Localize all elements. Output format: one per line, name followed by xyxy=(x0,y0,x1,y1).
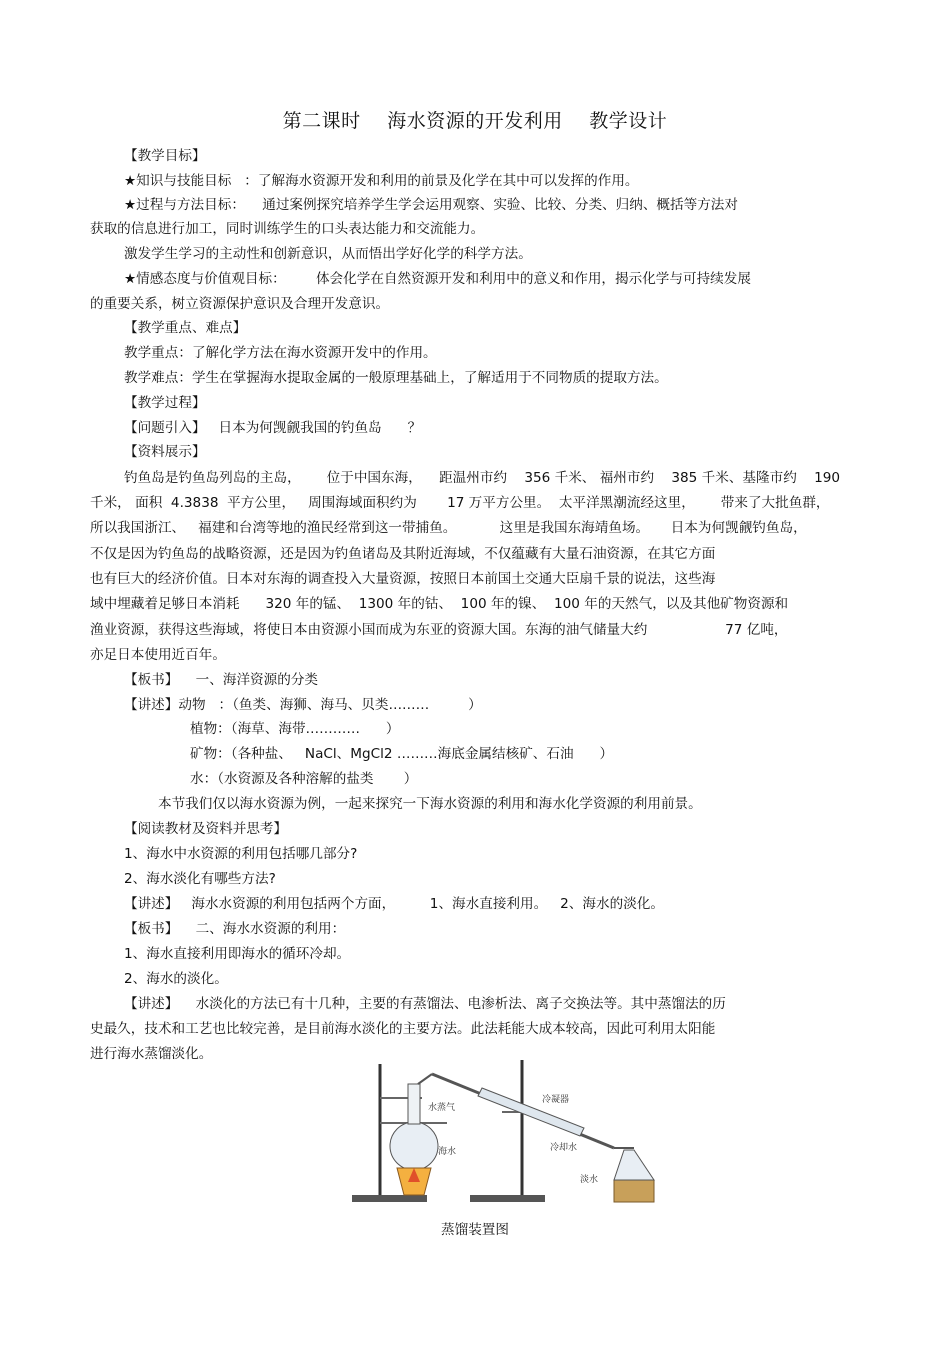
text-line: 【讲述】动物 ：（鱼类、海狮、海马、贝类……… ） xyxy=(124,697,482,713)
text-line: 1、海水直接利用即海水的循环冷却。 xyxy=(124,946,351,962)
text-line: 【板书】 二、海水水资源的利用： xyxy=(124,921,346,937)
text-line: ★过程与方法目标： 通过案例探究培养学生学会运用观察、实验、比较、分类、归纳、概括等方法对 xyxy=(124,197,738,213)
text-line: ★情感态度与价值观目标： 体会化学在自然资源开发和利用中的意义和作用，揭示化学与可持续发展 xyxy=(124,271,751,287)
text-line: ★知识与技能目标 ：了解海水资源开发和利用的前景及化学在其中可以发挥的作用。 xyxy=(124,173,639,189)
label-seawater: 海水 xyxy=(438,1147,457,1157)
text-line: 1、海水中水资源的利用包括哪几部分? xyxy=(124,846,358,862)
text-line: 渔业资源，获得这些海域，将使日本由资源小国而成为东亚的资源大国。东海的油气储量大约 77 亿吨， xyxy=(90,622,788,638)
page-title xyxy=(0,106,950,133)
text-line: 教学重点：了解化学方法在海水资源开发中的作用。 xyxy=(124,345,437,361)
text-line: 钓鱼岛是钓鱼岛列岛的主岛， 位于中国东海， 距温州市约 356 千米、 福州市约 385 千米、基隆市约 190 xyxy=(124,470,841,486)
text-line: 亦足日本使用近百年。 xyxy=(90,647,226,663)
text-line: 【板书】 一、海洋资源的分类 xyxy=(124,672,319,688)
heading-process: 【教学过程】 xyxy=(124,395,206,411)
heading-objectives: 【教学目标】 xyxy=(124,148,206,164)
label-vapor: 水蒸气 xyxy=(428,1103,456,1113)
title-topic: 海水资源的开发利用 xyxy=(387,110,563,132)
text-line: 植物：（海草、海带………… ） xyxy=(190,721,400,737)
label-fresh-water: 淡水 xyxy=(580,1175,599,1185)
title-lesson: 第二课时 xyxy=(282,110,361,132)
text-line: 千米， 面积 4.3838 平方公里， 周围海域面积约为 17 万平方公里。 太平洋黑潮流经这里， 带来了大批鱼群， xyxy=(90,495,830,511)
heading-materials: 【资料展示】 xyxy=(124,444,206,460)
text-line: 教学难点：学生在掌握海水提取金属的一般原理基础上，了解适用于不同物质的提取方法。 xyxy=(124,370,668,386)
text-line: 进行海水蒸馏淡化。 xyxy=(90,1046,213,1062)
heading-reading: 【阅读教材及资料并思考】 xyxy=(124,821,288,837)
text-line: 激发学生学习的主动性和创新意识，从而悟出学好化学的科学方法。 xyxy=(124,246,532,262)
title-type: 教学设计 xyxy=(589,110,668,132)
text-line: 【讲述】 海水水资源的利用包括两个方面， 1、海水直接利用。 2、海水的淡化。 xyxy=(124,896,664,912)
label-condenser: 冷凝器 xyxy=(542,1095,570,1105)
text-line: 也有巨大的经济价值。日本对东海的调查投入大量资源，按照日本前国土交通大臣扇千景的说法，这些海 xyxy=(90,571,716,587)
text-line: 的重要关系，树立资源保护意识及合理开发意识。 xyxy=(90,296,390,312)
text-line: 矿物：（各种盐、 NaCl、MgCl2 ………海底金属结核矿、石油 ） xyxy=(190,746,614,762)
text-line: 水：（水资源及各种溶解的盐类 ） xyxy=(190,771,418,787)
label-cooling-water: 冷却水 xyxy=(550,1143,578,1153)
text-line: 史最久，技术和工艺也比较完善，是目前海水淡化的主要方法。此法耗能大成本较高，因此可利用太阳能 xyxy=(90,1021,716,1037)
text-line: 2、海水的淡化。 xyxy=(124,971,228,987)
text-line: 所以我国浙江、 福建和台湾等地的渔民经常到这一带捕鱼。 这里是我国东海靖鱼场。 日本为何觊觎钓鱼岛， xyxy=(90,520,807,536)
text-line: 【问题引入】 日本为何觊觎我国的钓鱼岛 ？ xyxy=(124,420,422,436)
text-line: 【讲述】 水淡化的方法已有十几种，主要的有蒸馏法、电渗析法、离子交换法等。其中蒸馏法的历 xyxy=(124,996,726,1012)
distillation-apparatus-figure xyxy=(352,1058,658,1208)
figure-caption: 蒸馏装置图 xyxy=(441,1222,509,1238)
text-line: 本节我们仅以海水资源为例，一起来探究一下海水资源的利用和海水化学资源的利用前景。 xyxy=(158,796,702,812)
text-line: 获取的信息进行加工，同时训练学生的口头表达能力和交流能力。 xyxy=(90,221,485,237)
text-line: 2、海水淡化有哪些方法? xyxy=(124,871,276,887)
text-line: 域中埋藏着足够日本消耗 320 年的锰、 1300 年的钴、 100 年的镍、 100 年的天然气，以及其他矿物资源和 xyxy=(90,596,789,612)
heading-key-points: 【教学重点、难点】 xyxy=(124,320,247,336)
text-line: 不仅是因为钓鱼岛的战略资源，还是因为钓鱼诸岛及其附近海域，不仅蕴藏有大量石油资源，在其它方面 xyxy=(90,546,716,562)
